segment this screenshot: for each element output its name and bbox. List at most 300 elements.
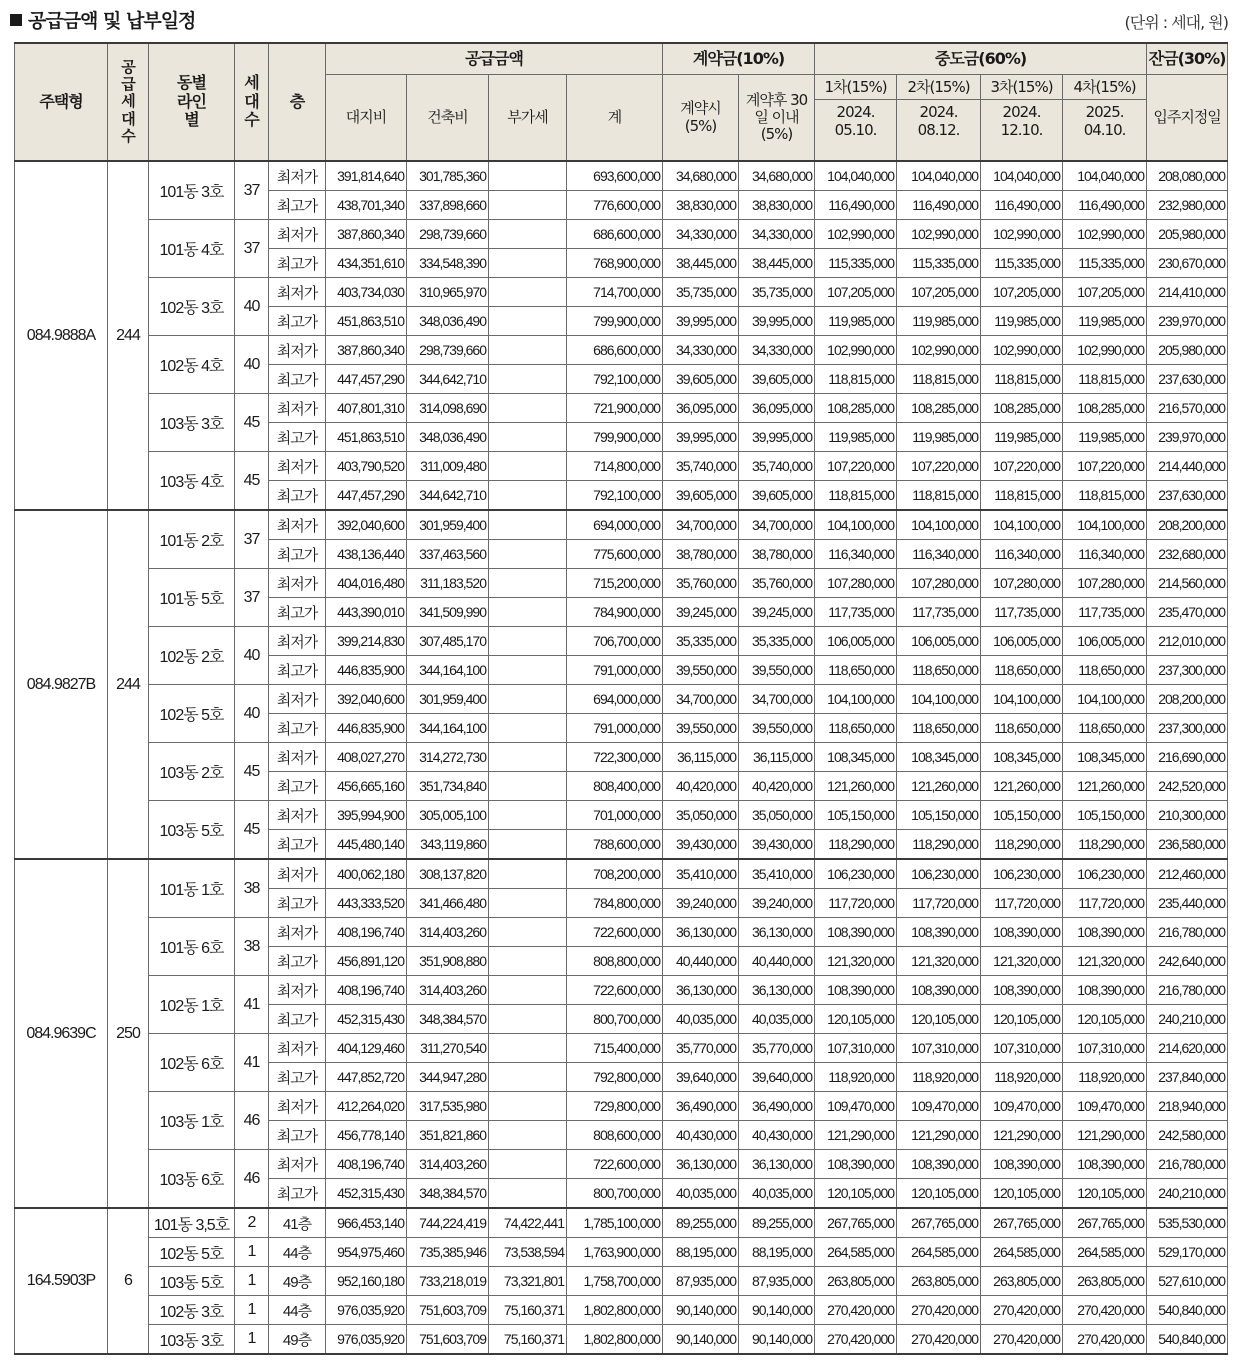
m1-cell: 267,765,000 — [815, 1208, 897, 1238]
vat-cell: 74,422,441 — [489, 1208, 567, 1238]
balance-cell: 212,010,000 — [1147, 627, 1228, 656]
m2-cell: 105,150,000 — [897, 801, 981, 830]
floor-label-cell: 최고가 — [269, 1121, 326, 1150]
m3-cell: 108,390,000 — [981, 918, 1063, 947]
m1-cell: 106,230,000 — [815, 859, 897, 889]
m1-cell: 105,150,000 — [815, 801, 897, 830]
total-cell: 722,600,000 — [567, 976, 663, 1005]
m2-cell: 120,105,000 — [897, 1179, 981, 1209]
vat-cell — [489, 249, 567, 278]
m3-cell: 118,650,000 — [981, 714, 1063, 743]
m4-cell: 118,650,000 — [1063, 656, 1147, 685]
balance-cell: 208,200,000 — [1147, 685, 1228, 714]
dep1-cell: 38,445,000 — [663, 249, 739, 278]
land-cell: 446,835,900 — [326, 656, 407, 685]
dep1-cell: 34,700,000 — [663, 510, 739, 540]
balance-cell: 242,640,000 — [1147, 947, 1228, 976]
unit-note: (단위 : 세대, 원) — [1124, 13, 1228, 32]
m2-cell: 120,105,000 — [897, 1005, 981, 1034]
total-cell: 808,600,000 — [567, 1121, 663, 1150]
unit-count-cell: 2 — [235, 1208, 269, 1238]
m4-cell: 118,920,000 — [1063, 1063, 1147, 1092]
m2-cell: 108,285,000 — [897, 394, 981, 423]
table-row — [15, 685, 1228, 714]
building-cell: 311,009,480 — [407, 452, 489, 481]
dep2-cell: 35,740,000 — [739, 452, 815, 481]
balance-cell: 240,210,000 — [1147, 1179, 1228, 1209]
table-row — [15, 394, 1228, 423]
total-cell: 1,802,800,000 — [567, 1296, 663, 1325]
m4-cell: 118,290,000 — [1063, 830, 1147, 860]
m2-cell: 267,765,000 — [897, 1208, 981, 1238]
balance-cell: 237,300,000 — [1147, 714, 1228, 743]
floor-label-cell: 최저가 — [269, 1092, 326, 1121]
m4-cell: 106,005,000 — [1063, 627, 1147, 656]
header-move-in: 입주지정일 — [1147, 75, 1228, 162]
balance-cell: 216,780,000 — [1147, 976, 1228, 1005]
floor-label-cell: 최고가 — [269, 307, 326, 336]
land-cell: 456,665,160 — [326, 772, 407, 801]
m4-cell: 119,985,000 — [1063, 307, 1147, 336]
m3-cell: 115,335,000 — [981, 249, 1063, 278]
unit-count-cell: 37 — [235, 220, 269, 278]
header-units — [235, 43, 269, 161]
total-cell: 706,700,000 — [567, 627, 663, 656]
table-row — [15, 627, 1228, 656]
building-cell: 310,965,970 — [407, 278, 489, 307]
total-cell: 799,900,000 — [567, 423, 663, 452]
land-cell: 447,457,290 — [326, 365, 407, 394]
dong-line-cell: 102동 6호 — [149, 1034, 235, 1092]
land-cell: 966,453,140 — [326, 1208, 407, 1238]
m2-cell: 107,280,000 — [897, 569, 981, 598]
dep2-cell: 34,700,000 — [739, 685, 815, 714]
m1-cell: 116,340,000 — [815, 540, 897, 569]
dep2-cell: 40,440,000 — [739, 947, 815, 976]
land-cell: 408,196,740 — [326, 976, 407, 1005]
header-middle-1-label: 1차(15%) — [824, 78, 887, 96]
dep2-cell: 35,770,000 — [739, 1034, 815, 1063]
land-cell: 408,027,270 — [326, 743, 407, 772]
land-cell: 451,863,510 — [326, 423, 407, 452]
m4-cell: 117,720,000 — [1063, 889, 1147, 918]
floor-label-cell: 최저가 — [269, 918, 326, 947]
dep1-cell: 90,140,000 — [663, 1296, 739, 1325]
dep2-cell: 40,035,000 — [739, 1179, 815, 1209]
table-row — [15, 452, 1228, 481]
dep2-cell: 36,130,000 — [739, 918, 815, 947]
m1-cell: 107,205,000 — [815, 278, 897, 307]
m3-cell: 102,990,000 — [981, 220, 1063, 249]
floor-label-cell: 44층 — [269, 1238, 326, 1267]
m4-cell: 102,990,000 — [1063, 220, 1147, 249]
dep2-cell: 35,335,000 — [739, 627, 815, 656]
header-total: 계 — [567, 75, 663, 162]
land-cell: 976,035,920 — [326, 1325, 407, 1355]
m4-cell: 107,310,000 — [1063, 1034, 1147, 1063]
building-cell: 314,403,260 — [407, 1150, 489, 1179]
vat-cell: 75,160,371 — [489, 1296, 567, 1325]
m1-cell: 118,815,000 — [815, 481, 897, 511]
m4-cell: 120,105,000 — [1063, 1005, 1147, 1034]
m2-cell: 263,805,000 — [897, 1267, 981, 1296]
total-cell: 715,200,000 — [567, 569, 663, 598]
m3-cell: 108,345,000 — [981, 743, 1063, 772]
building-cell: 348,036,490 — [407, 307, 489, 336]
header-deposit-on-contract — [663, 75, 739, 162]
dong-line-cell: 101동 1호 — [149, 859, 235, 918]
total-cell: 1,802,800,000 — [567, 1325, 663, 1355]
land-cell: 438,701,340 — [326, 191, 407, 220]
header-middle-4 — [1063, 75, 1147, 162]
m2-cell: 118,290,000 — [897, 830, 981, 860]
land-cell: 952,160,180 — [326, 1267, 407, 1296]
building-cell: 344,164,100 — [407, 714, 489, 743]
floor-label-cell: 최고가 — [269, 598, 326, 627]
total-cell: 714,700,000 — [567, 278, 663, 307]
header-supply-price: 공급금액 — [326, 43, 663, 75]
balance-cell: 240,210,000 — [1147, 1005, 1228, 1034]
floor-label-cell: 최고가 — [269, 714, 326, 743]
building-cell: 307,485,170 — [407, 627, 489, 656]
dong-line-cell: 102동 5호 — [149, 1238, 235, 1267]
dep2-cell: 90,140,000 — [739, 1325, 815, 1355]
m1-cell: 108,390,000 — [815, 918, 897, 947]
table-row — [15, 743, 1228, 772]
table-row — [15, 1034, 1228, 1063]
vat-cell — [489, 1005, 567, 1034]
header-supply-units — [108, 43, 149, 161]
floor-label-cell: 최저가 — [269, 510, 326, 540]
m2-cell: 106,230,000 — [897, 859, 981, 889]
m1-cell: 118,650,000 — [815, 656, 897, 685]
vat-cell — [489, 656, 567, 685]
building-cell: 314,098,690 — [407, 394, 489, 423]
balance-cell: 208,080,000 — [1147, 161, 1228, 191]
total-cell: 1,763,900,000 — [567, 1238, 663, 1267]
balance-cell: 235,440,000 — [1147, 889, 1228, 918]
dep1-cell: 39,240,000 — [663, 889, 739, 918]
dep1-cell: 39,550,000 — [663, 656, 739, 685]
m1-cell: 109,470,000 — [815, 1092, 897, 1121]
m2-cell: 118,815,000 — [897, 365, 981, 394]
m4-cell: 118,650,000 — [1063, 714, 1147, 743]
floor-label-cell: 최저가 — [269, 161, 326, 191]
dep2-cell: 38,780,000 — [739, 540, 815, 569]
m1-cell: 104,040,000 — [815, 161, 897, 191]
dep2-cell: 40,420,000 — [739, 772, 815, 801]
header-dong-line-text: 동별 라인별 — [177, 73, 206, 130]
building-cell: 314,403,260 — [407, 976, 489, 1005]
floor-label-cell: 최저가 — [269, 685, 326, 714]
building-cell: 344,642,710 — [407, 365, 489, 394]
table-row — [15, 1296, 1228, 1325]
dep2-cell: 34,680,000 — [739, 161, 815, 191]
header-middle-payment: 중도금(60%) — [815, 43, 1147, 75]
unit-count-cell: 41 — [235, 1034, 269, 1092]
housing-type-cell: 084.9639C — [15, 859, 108, 1208]
vat-cell — [489, 685, 567, 714]
land-cell: 456,891,120 — [326, 947, 407, 976]
m1-cell: 117,735,000 — [815, 598, 897, 627]
total-cell: 808,400,000 — [567, 772, 663, 801]
m2-cell: 121,290,000 — [897, 1121, 981, 1150]
m4-cell: 108,390,000 — [1063, 918, 1147, 947]
total-cell: 722,300,000 — [567, 743, 663, 772]
table-row — [15, 336, 1228, 365]
m3-cell: 118,815,000 — [981, 481, 1063, 511]
building-cell: 314,403,260 — [407, 918, 489, 947]
unit-count-cell: 37 — [235, 569, 269, 627]
m3-cell: 118,650,000 — [981, 656, 1063, 685]
table-title — [10, 6, 195, 33]
dong-line-cell: 103동 5호 — [149, 1267, 235, 1296]
m3-cell: 118,815,000 — [981, 365, 1063, 394]
dep2-cell: 40,430,000 — [739, 1121, 815, 1150]
vat-cell — [489, 278, 567, 307]
dep1-cell: 39,995,000 — [663, 423, 739, 452]
m4-cell: 102,990,000 — [1063, 336, 1147, 365]
floor-label-cell: 최고가 — [269, 365, 326, 394]
header-divider — [1063, 99, 1146, 101]
balance-cell: 218,940,000 — [1147, 1092, 1228, 1121]
dep1-cell: 89,255,000 — [663, 1208, 739, 1238]
m1-cell: 106,005,000 — [815, 627, 897, 656]
dep2-cell: 39,995,000 — [739, 307, 815, 336]
dep1-cell: 35,770,000 — [663, 1034, 739, 1063]
dep1-cell: 40,440,000 — [663, 947, 739, 976]
m2-cell: 104,100,000 — [897, 510, 981, 540]
m3-cell: 270,420,000 — [981, 1325, 1063, 1355]
m4-cell: 107,280,000 — [1063, 569, 1147, 598]
m4-cell: 115,335,000 — [1063, 249, 1147, 278]
dep2-cell: 34,700,000 — [739, 510, 815, 540]
dep1-cell: 36,130,000 — [663, 976, 739, 1005]
m3-cell: 119,985,000 — [981, 307, 1063, 336]
floor-label-cell: 최고가 — [269, 481, 326, 511]
dong-line-cell: 101동 6호 — [149, 918, 235, 976]
building-cell: 351,734,840 — [407, 772, 489, 801]
m1-cell: 118,920,000 — [815, 1063, 897, 1092]
floor-label-cell: 최저가 — [269, 801, 326, 830]
total-cell: 1,785,100,000 — [567, 1208, 663, 1238]
m1-cell: 107,310,000 — [815, 1034, 897, 1063]
land-cell: 452,315,430 — [326, 1005, 407, 1034]
land-cell: 434,351,610 — [326, 249, 407, 278]
table-row — [15, 918, 1228, 947]
land-cell: 445,480,140 — [326, 830, 407, 860]
dep1-cell: 39,550,000 — [663, 714, 739, 743]
building-cell: 343,119,860 — [407, 830, 489, 860]
m2-cell: 102,990,000 — [897, 336, 981, 365]
m1-cell: 117,720,000 — [815, 889, 897, 918]
unit-count-cell: 37 — [235, 161, 269, 220]
floor-label-cell: 최고가 — [269, 191, 326, 220]
dep1-cell: 35,335,000 — [663, 627, 739, 656]
total-cell: 792,100,000 — [567, 365, 663, 394]
building-cell: 344,947,280 — [407, 1063, 489, 1092]
m1-cell: 104,100,000 — [815, 685, 897, 714]
vat-cell — [489, 1063, 567, 1092]
dep1-cell: 35,735,000 — [663, 278, 739, 307]
land-cell: 456,778,140 — [326, 1121, 407, 1150]
total-cell: 791,000,000 — [567, 714, 663, 743]
m2-cell: 118,650,000 — [897, 656, 981, 685]
unit-count-cell: 45 — [235, 743, 269, 801]
balance-cell: 237,300,000 — [1147, 656, 1228, 685]
header-middle-3 — [981, 75, 1063, 162]
m1-cell: 121,290,000 — [815, 1121, 897, 1150]
vat-cell — [489, 540, 567, 569]
m2-cell: 118,920,000 — [897, 1063, 981, 1092]
total-cell: 784,800,000 — [567, 889, 663, 918]
floor-label-cell: 최저가 — [269, 394, 326, 423]
building-cell: 348,384,570 — [407, 1179, 489, 1209]
m4-cell: 105,150,000 — [1063, 801, 1147, 830]
m4-cell: 119,985,000 — [1063, 423, 1147, 452]
unit-count-cell: 45 — [235, 394, 269, 452]
dep2-cell: 87,935,000 — [739, 1267, 815, 1296]
header-deposit: 계약금(10%) — [663, 43, 815, 75]
dep2-cell: 89,255,000 — [739, 1208, 815, 1238]
vat-cell: 73,538,594 — [489, 1238, 567, 1267]
floor-label-cell: 최고가 — [269, 889, 326, 918]
header-date-2: 2024. 08.12. — [917, 103, 960, 139]
unit-count-cell: 46 — [235, 1150, 269, 1209]
m2-cell: 116,340,000 — [897, 540, 981, 569]
table-row — [15, 510, 1228, 540]
table-body — [15, 161, 1228, 1354]
table-row — [15, 859, 1228, 889]
header-floor: 층 — [269, 43, 326, 161]
land-cell: 403,790,520 — [326, 452, 407, 481]
floor-label-cell: 최고가 — [269, 656, 326, 685]
m3-cell: 107,280,000 — [981, 569, 1063, 598]
vat-cell — [489, 481, 567, 511]
vat-cell — [489, 772, 567, 801]
dep1-cell: 88,195,000 — [663, 1238, 739, 1267]
dong-line-cell: 102동 1호 — [149, 976, 235, 1034]
m1-cell: 118,815,000 — [815, 365, 897, 394]
supply-units-cell: 250 — [108, 859, 149, 1208]
unit-count-cell: 40 — [235, 627, 269, 685]
total-cell: 788,600,000 — [567, 830, 663, 860]
m1-cell: 121,320,000 — [815, 947, 897, 976]
dep2-cell: 39,605,000 — [739, 365, 815, 394]
balance-cell: 230,670,000 — [1147, 249, 1228, 278]
supply-units-cell: 244 — [108, 161, 149, 510]
vat-cell — [489, 859, 567, 889]
balance-cell: 235,470,000 — [1147, 598, 1228, 627]
m4-cell: 117,735,000 — [1063, 598, 1147, 627]
floor-label-cell: 41층 — [269, 1208, 326, 1238]
floor-label-cell: 44층 — [269, 1296, 326, 1325]
unit-count-cell: 1 — [235, 1296, 269, 1325]
dong-line-cell: 103동 3호 — [149, 394, 235, 452]
header-divider — [981, 99, 1062, 101]
dep2-cell: 36,095,000 — [739, 394, 815, 423]
m2-cell: 119,985,000 — [897, 307, 981, 336]
table-row — [15, 220, 1228, 249]
vat-cell — [489, 976, 567, 1005]
header-middle-2 — [897, 75, 981, 162]
dep2-cell: 39,245,000 — [739, 598, 815, 627]
m3-cell: 270,420,000 — [981, 1296, 1063, 1325]
housing-type-cell: 164.5903P — [15, 1208, 108, 1354]
building-cell: 341,466,480 — [407, 889, 489, 918]
housing-type-cell: 084.9888A — [15, 161, 108, 510]
total-cell: 784,900,000 — [567, 598, 663, 627]
land-cell: 443,390,010 — [326, 598, 407, 627]
header-divider — [815, 99, 896, 101]
m3-cell: 119,985,000 — [981, 423, 1063, 452]
dong-line-cell: 101동 2호 — [149, 510, 235, 569]
balance-cell: 237,630,000 — [1147, 481, 1228, 511]
m3-cell: 104,100,000 — [981, 685, 1063, 714]
balance-cell: 236,580,000 — [1147, 830, 1228, 860]
dong-line-cell: 103동 3호 — [149, 1325, 235, 1355]
m2-cell: 104,100,000 — [897, 685, 981, 714]
building-cell: 337,898,660 — [407, 191, 489, 220]
building-cell: 751,603,709 — [407, 1296, 489, 1325]
vat-cell — [489, 1092, 567, 1121]
land-cell: 404,129,460 — [326, 1034, 407, 1063]
m4-cell: 264,585,000 — [1063, 1238, 1147, 1267]
building-cell: 344,642,710 — [407, 481, 489, 511]
land-cell: 392,040,600 — [326, 510, 407, 540]
floor-label-cell: 최고가 — [269, 947, 326, 976]
land-cell: 392,040,600 — [326, 685, 407, 714]
m2-cell: 118,815,000 — [897, 481, 981, 511]
m4-cell: 107,205,000 — [1063, 278, 1147, 307]
land-cell: 408,196,740 — [326, 918, 407, 947]
header-date-3: 2024. 12.10. — [1000, 103, 1043, 139]
dep2-cell: 35,050,000 — [739, 801, 815, 830]
building-cell: 751,603,709 — [407, 1325, 489, 1355]
vat-cell — [489, 307, 567, 336]
table-row — [15, 1238, 1228, 1267]
floor-label-cell: 최고가 — [269, 772, 326, 801]
building-cell: 311,183,520 — [407, 569, 489, 598]
dong-line-cell: 103동 6호 — [149, 1150, 235, 1209]
m3-cell: 118,920,000 — [981, 1063, 1063, 1092]
land-cell: 395,994,900 — [326, 801, 407, 830]
dep2-cell: 39,430,000 — [739, 830, 815, 860]
total-cell: 729,800,000 — [567, 1092, 663, 1121]
balance-cell: 239,970,000 — [1147, 423, 1228, 452]
unit-count-cell: 1 — [235, 1267, 269, 1296]
vat-cell — [489, 191, 567, 220]
building-cell: 351,908,880 — [407, 947, 489, 976]
header-type: 주택형 — [15, 43, 108, 161]
dong-line-cell: 103동 4호 — [149, 452, 235, 511]
floor-label-cell: 최저가 — [269, 336, 326, 365]
building-cell: 341,509,990 — [407, 598, 489, 627]
m4-cell: 106,230,000 — [1063, 859, 1147, 889]
dong-line-cell: 101동 4호 — [149, 220, 235, 278]
total-cell: 694,000,000 — [567, 510, 663, 540]
housing-type-cell: 084.9827B — [15, 510, 108, 859]
vat-cell — [489, 627, 567, 656]
m1-cell: 121,260,000 — [815, 772, 897, 801]
m2-cell: 119,985,000 — [897, 423, 981, 452]
m4-cell: 116,340,000 — [1063, 540, 1147, 569]
table-header — [15, 43, 1228, 161]
total-cell: 791,000,000 — [567, 656, 663, 685]
dep1-cell: 34,330,000 — [663, 336, 739, 365]
table-row — [15, 161, 1228, 191]
building-cell: 308,137,820 — [407, 859, 489, 889]
